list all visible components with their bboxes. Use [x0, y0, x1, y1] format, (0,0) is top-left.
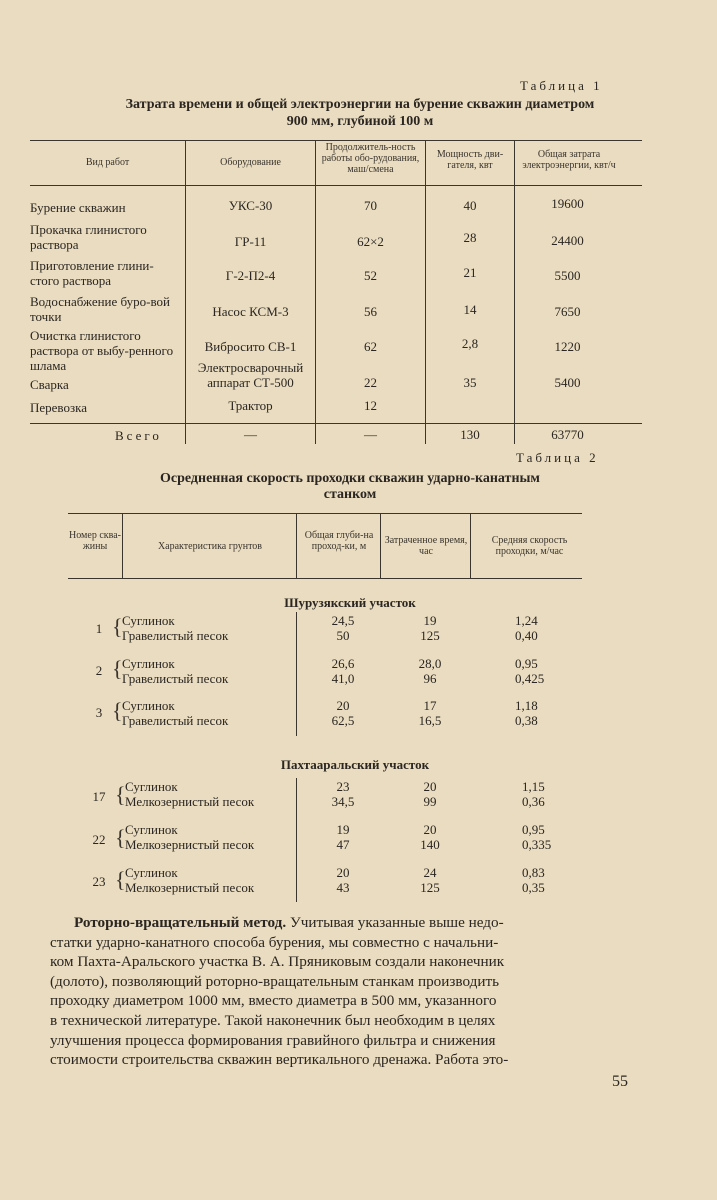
depth-value: 41,0 — [331, 671, 355, 686]
table-cell: 35 — [463, 375, 477, 390]
depth-value: 24,5 — [331, 613, 355, 628]
soil-type: Гравелистый песок — [122, 713, 229, 728]
paragraph-line: статки ударно-канатного способа бурения, мы совместно с начальни- — [50, 933, 499, 951]
table1-header-total: Общая затрата электроэнергии, квт/ч — [522, 149, 616, 171]
well-number: 3 — [95, 705, 103, 720]
soil-type: Суглинок — [122, 613, 175, 628]
time-value: 17 — [423, 698, 437, 713]
depth-value: 20 — [336, 865, 350, 880]
well-number: 1 — [95, 621, 103, 636]
well-number: 17 — [92, 789, 106, 804]
table1-title-line2: 900 мм, глубиной 100 м — [286, 114, 434, 129]
depth-value: 62,5 — [331, 713, 355, 728]
table-cell: 62×2 — [357, 234, 384, 249]
well-number: 2 — [95, 663, 103, 678]
table-cell: 130 — [460, 427, 480, 442]
table-cell: 19600 — [551, 196, 584, 211]
soil-type: Суглинок — [122, 656, 175, 671]
time-value: 96 — [423, 671, 437, 686]
table-cell: Сварка — [30, 377, 69, 392]
table2-title-line1: Осредненная скорость проходки скважин ударно-канатным — [160, 471, 540, 486]
table-cell: 12 — [364, 398, 377, 413]
soil-type: Суглинок — [125, 822, 178, 837]
table-cell: Очистка глинистого раствора от выбу-ренного шлама — [30, 328, 174, 373]
table-cell: 5400 — [554, 375, 581, 390]
table-cell: 40 — [463, 198, 477, 213]
depth-value: 23 — [336, 779, 350, 794]
table1-header-equipment: Оборудование — [220, 157, 281, 168]
speed-value: 0,83 — [522, 865, 545, 880]
table2-col-divider — [380, 513, 381, 578]
soil-type: Суглинок — [125, 865, 178, 880]
table1-header-power: Мощность дви-гателя, квт — [436, 149, 504, 171]
table-cell: 7650 — [554, 304, 581, 319]
speed-value: 0,38 — [515, 713, 538, 728]
table-cell: Прокачка глинистого раствора — [30, 222, 147, 252]
table1-col-divider — [425, 140, 426, 444]
table-cell: 5500 — [554, 268, 581, 283]
time-value: 20 — [423, 779, 437, 794]
time-value: 140 — [420, 837, 440, 852]
well-number: 22 — [92, 832, 106, 847]
speed-value: 0,35 — [522, 880, 545, 895]
soil-type: Гравелистый песок — [122, 671, 229, 686]
paragraph-line: ком Пахта-Аральского участка В. А. Пряниковым создали наконечник — [50, 953, 505, 971]
soil-type: Мелкозернистый песок — [125, 794, 255, 809]
table1-total-rule — [30, 423, 642, 424]
table-cell: 28 — [463, 230, 477, 245]
speed-value: 1,15 — [522, 779, 545, 794]
paragraph-line: проходку диаметром 1000 мм, вместо диаметра в 500 мм, указанного — [50, 992, 497, 1010]
table1-header-rule — [30, 185, 642, 186]
table1-top-rule — [30, 140, 642, 141]
time-value: 125 — [420, 880, 440, 895]
table-cell: 52 — [364, 268, 377, 283]
depth-value: 47 — [336, 837, 350, 852]
table1-header-work: Вид работ — [85, 157, 130, 168]
depth-value: 34,5 — [331, 794, 355, 809]
table-cell: ГР-11 — [234, 234, 267, 249]
brace-icon: { — [112, 656, 123, 681]
time-value: 20 — [423, 822, 437, 837]
table-cell: 1220 — [554, 339, 581, 354]
speed-value: 0,95 — [522, 822, 545, 837]
time-value: 125 — [420, 628, 440, 643]
table-cell: Г-2-П2-4 — [225, 268, 276, 283]
table2-top-rule — [68, 513, 582, 514]
table2-col-divider — [296, 513, 297, 578]
depth-value: 26,6 — [331, 656, 355, 671]
table-cell: Вибросито СВ-1 — [204, 339, 297, 354]
brace-icon: { — [115, 782, 126, 807]
table-cell: Бурение скважин — [30, 200, 126, 215]
speed-value: 0,335 — [522, 837, 552, 852]
time-value: 24 — [423, 865, 437, 880]
speed-value: 0,95 — [515, 656, 538, 671]
time-value: 28,0 — [418, 656, 442, 671]
table-cell: 56 — [364, 304, 377, 319]
table2-col-divider — [296, 612, 297, 736]
speed-value: 0,425 — [515, 671, 545, 686]
table-cell: 70 — [364, 198, 377, 213]
table1-header-duration: Продолжитель-ность работы обо-рудования, маш/смена — [321, 142, 420, 175]
table2-caption: Таблица 2 — [516, 450, 599, 465]
brace-icon: { — [115, 825, 126, 850]
paragraph-line: в технической литературе. Такой наконечник был необходим в целях — [50, 1011, 496, 1029]
table-cell: Приготовление глини-стого раствора — [30, 258, 154, 288]
table-cell: УКС-30 — [228, 198, 273, 213]
table-cell: Насос КСМ-3 — [212, 304, 289, 319]
time-value: 19 — [423, 613, 437, 628]
time-value: 99 — [423, 794, 437, 809]
brace-icon: { — [112, 614, 123, 639]
paragraph-line: Роторно-вращательный метод. Учитывая указанные выше недо- — [74, 914, 504, 931]
speed-value: 0,40 — [515, 628, 538, 643]
well-number: 23 — [92, 874, 106, 889]
soil-type: Мелкозернистый песок — [125, 880, 255, 895]
table-cell: Электросварочный аппарат СТ-500 — [197, 360, 304, 390]
time-value: 16,5 — [418, 713, 442, 728]
soil-type: Мелкозернистый песок — [125, 837, 255, 852]
table2-col-divider — [122, 513, 123, 578]
paragraph-line: (долото), позволяющий роторно-вращательным станкам производить — [50, 972, 500, 990]
speed-value: 0,36 — [522, 794, 545, 809]
speed-value: 1,24 — [515, 613, 538, 628]
depth-value: 20 — [336, 698, 350, 713]
table-cell: Перевозка — [30, 400, 88, 415]
table1-title-line1: Затрата времени и общей электроэнергии на бурение скважин диаметром — [125, 97, 595, 112]
table-cell: 22 — [364, 375, 377, 390]
paragraph-line: улучшения процесса формирования гравийного фильтра и снижения — [50, 1031, 496, 1049]
table2-header-depth: Общая глуби-на проход-ки, м — [304, 530, 374, 552]
table-cell: 21 — [463, 265, 477, 280]
table-cell: — — [244, 427, 257, 442]
table2-header-speed: Средняя скорость проходки, м/час — [491, 535, 568, 557]
table-cell: 63770 — [551, 427, 584, 442]
brace-icon: { — [115, 867, 126, 892]
table1-col-divider — [514, 140, 515, 444]
brace-icon: { — [112, 698, 123, 723]
paragraph-line: стоимости строительства скважин вертикального дренажа. Работа это- — [50, 1051, 509, 1069]
soil-type: Суглинок — [122, 698, 175, 713]
speed-value: 1,18 — [515, 698, 538, 713]
body-paragraph — [50, 913, 646, 1070]
table2-header-time: Затраченное время, час — [384, 535, 468, 557]
section-title: Шурузякский участок — [284, 595, 416, 610]
soil-type: Гравелистый песок — [122, 628, 229, 643]
table2-col-divider — [296, 778, 297, 902]
table-cell: 14 — [463, 302, 477, 317]
table1-caption: Таблица 1 — [520, 78, 603, 93]
section-title: Пахтааральский участок — [280, 757, 430, 772]
table2-title-line2: станком — [323, 487, 377, 502]
table1-total-label: Всего — [115, 428, 162, 443]
table-cell: 24400 — [551, 233, 584, 248]
table2-header-rule — [68, 578, 582, 579]
table-cell: Трактор — [228, 398, 273, 413]
table-cell: 2,8 — [461, 336, 479, 351]
soil-type: Суглинок — [125, 779, 178, 794]
depth-value: 50 — [336, 628, 350, 643]
table-cell: Водоснабжение буро-вой точки — [30, 294, 170, 324]
depth-value: 19 — [336, 822, 350, 837]
table2-col-divider — [470, 513, 471, 578]
table-cell: 62 — [364, 339, 377, 354]
page-number: 55 — [612, 1073, 628, 1090]
table-cell: — — [364, 427, 377, 442]
depth-value: 43 — [336, 880, 350, 895]
table2-header-soil: Характеристика грунтов — [157, 541, 263, 552]
table2-header-number: Номер сква-жины — [69, 530, 121, 552]
